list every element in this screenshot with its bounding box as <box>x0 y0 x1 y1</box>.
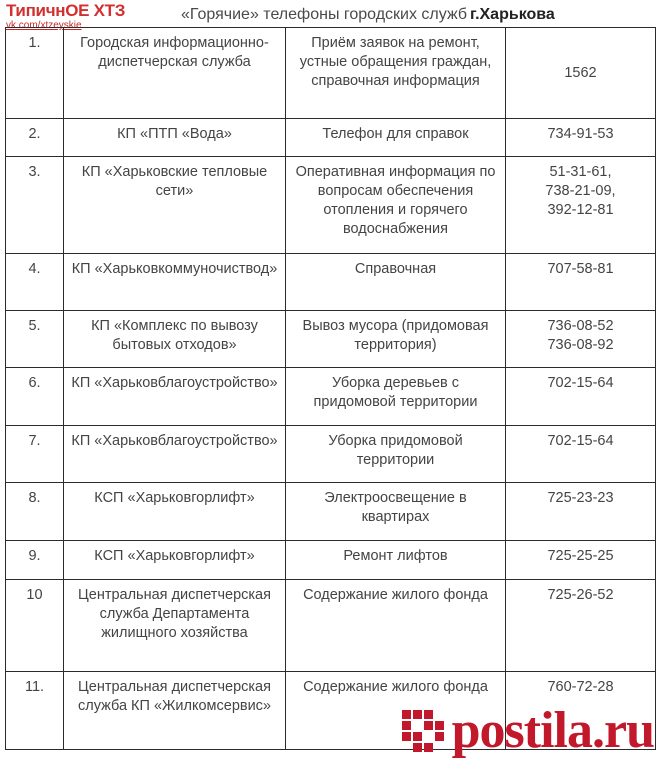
services-table <box>5 27 656 750</box>
organization-name: Центральная диспетчерская служба КП «Жилкомсервис» <box>64 672 286 750</box>
organization-name: КП «Харьковблагоустройство» <box>64 368 286 426</box>
table-row <box>6 119 656 157</box>
phone-number[interactable]: 734-91-53 <box>547 126 614 142</box>
phone-cell <box>506 580 656 672</box>
phone-cell <box>506 311 656 368</box>
phone-cell <box>506 426 656 483</box>
service-description: Содержание жилого фонда <box>286 580 506 672</box>
organization-name: КП «Харьковблагоустройство» <box>64 426 286 483</box>
row-number: 1. <box>6 28 64 119</box>
phone-cell <box>506 368 656 426</box>
service-description: Уборка деревьев с придомовой территории <box>286 368 506 426</box>
row-number: 3. <box>6 157 64 254</box>
phone-number[interactable]: 725-26-52 <box>547 587 614 603</box>
phone-cell <box>506 483 656 541</box>
row-number: 2. <box>6 119 64 157</box>
phone-number[interactable]: 736-08-52 <box>547 318 614 334</box>
page-title-main: «Горячие» телефоны городских служб <box>181 6 467 23</box>
watermark-text: postila.ru <box>451 702 654 759</box>
phone-number[interactable]: 51-31-61, <box>549 164 612 180</box>
service-description: Приём заявок на ремонт, устные обращения граждан, справочная информация <box>286 28 506 119</box>
table-row <box>6 483 656 541</box>
service-description: Вывоз мусора (придомовая территория) <box>286 311 506 368</box>
phone-number[interactable]: 725-25-25 <box>547 548 614 564</box>
row-number: 11. <box>6 672 64 750</box>
phone-cell <box>506 541 656 580</box>
table-row <box>6 28 656 119</box>
row-number: 7. <box>6 426 64 483</box>
phone-number[interactable]: 736-08-92 <box>547 337 614 353</box>
phone-number[interactable]: 702-15-64 <box>547 433 614 449</box>
organization-name: КСП «Харьковгорлифт» <box>64 483 286 541</box>
table-row <box>6 426 656 483</box>
service-description: Справочная <box>286 254 506 311</box>
organization-name: КП «Харьковкоммуночиствод» <box>64 254 286 311</box>
service-description: Оперативная информация по вопросам обеспечения отопления и горячего водоснабжения <box>286 157 506 254</box>
row-number: 10 <box>6 580 64 672</box>
phone-number[interactable]: 392-12-81 <box>547 202 614 218</box>
phone-number[interactable]: 707-58-81 <box>547 261 614 277</box>
phone-number[interactable]: 725-23-23 <box>547 490 614 506</box>
service-description: Уборка придомовой территории <box>286 426 506 483</box>
service-description: Электроосвещение в квартирах <box>286 483 506 541</box>
phone-number[interactable]: 738-21-09, <box>545 183 616 199</box>
organization-name: Городская информационно-диспетчерская служба <box>64 28 286 119</box>
postila-logo-icon <box>400 708 446 754</box>
row-number: 5. <box>6 311 64 368</box>
phone-number[interactable]: 702-15-64 <box>547 375 614 391</box>
organization-name: Центральная диспетчерская служба Департамента жилищного хозяйства <box>64 580 286 672</box>
brand-link[interactable]: vk.com/xtzeyskie <box>6 20 82 31</box>
table-row <box>6 368 656 426</box>
table-row <box>6 580 656 672</box>
phone-cell <box>506 157 656 254</box>
organization-name: КП «Комплекс по вывозу бытовых отходов» <box>64 311 286 368</box>
watermark <box>400 702 654 759</box>
organization-name: КП «ПТП «Вода» <box>64 119 286 157</box>
row-number: 9. <box>6 541 64 580</box>
phone-cell <box>506 254 656 311</box>
phone-cell <box>506 119 656 157</box>
organization-name: КСП «Харьковгорлифт» <box>64 541 286 580</box>
row-number: 6. <box>6 368 64 426</box>
table-row <box>6 541 656 580</box>
phone-number[interactable]: 760-72-28 <box>547 679 614 695</box>
service-description: Ремонт лифтов <box>286 541 506 580</box>
row-number: 4. <box>6 254 64 311</box>
table-row <box>6 254 656 311</box>
service-description: Содержание жилого фонда <box>286 672 506 750</box>
organization-name: КП «Харьковские тепловые сети» <box>64 157 286 254</box>
page-title-city: г.Харькова <box>470 6 555 23</box>
phone-number[interactable]: 1562 <box>564 64 597 81</box>
table-row <box>6 311 656 368</box>
brand-title: ТипичнОЕ ХТЗ <box>6 1 126 20</box>
service-description: Телефон для справок <box>286 119 506 157</box>
page-title <box>181 6 555 24</box>
phone-cell <box>506 28 656 119</box>
row-number: 8. <box>6 483 64 541</box>
table-row <box>6 157 656 254</box>
